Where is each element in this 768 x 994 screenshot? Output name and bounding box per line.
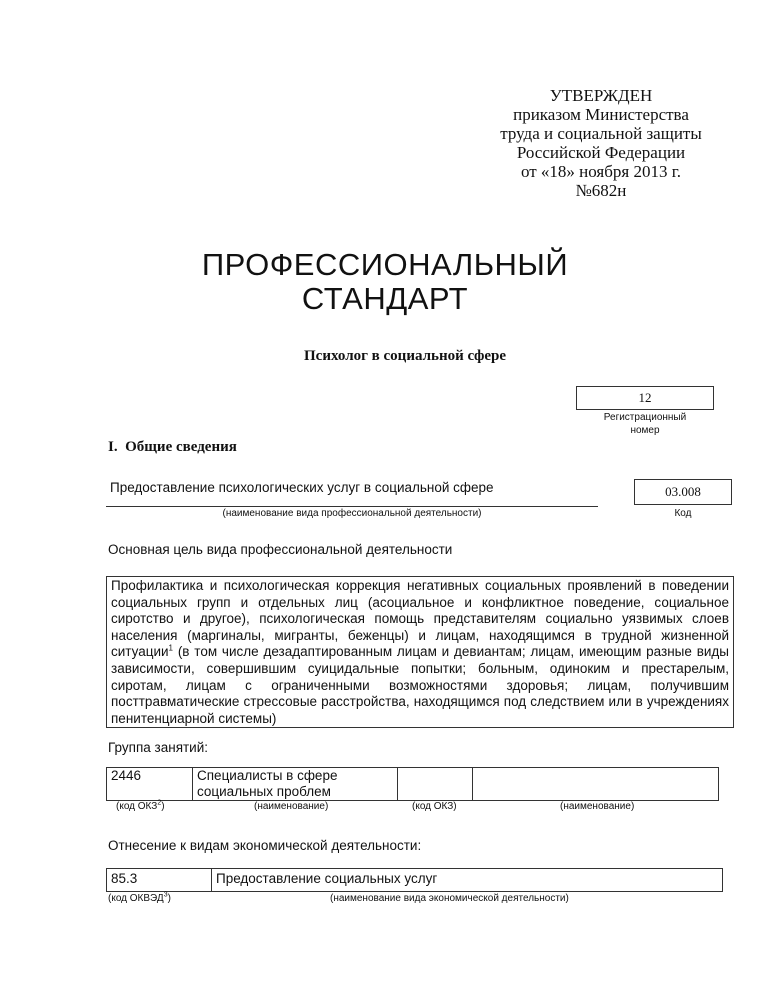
approval-line: Российской Федерации xyxy=(516,143,686,162)
caption-text: (код ОКВЭД xyxy=(108,893,164,904)
table-row xyxy=(107,768,719,801)
okved-code-cell: 85.3 xyxy=(107,869,212,892)
document-title xyxy=(130,248,640,316)
title-line-1: ПРОФЕССИОНАЛЬНЫЙ xyxy=(201,247,569,282)
okz-name-caption-2: (наименование) xyxy=(560,801,635,812)
okz-name-cell: Специалисты в сфере социальных проблем xyxy=(193,768,398,801)
okved-code-caption xyxy=(108,893,171,904)
caption-text: ) xyxy=(161,801,165,812)
caption-text: (код ОКЗ xyxy=(116,801,158,812)
okz-name-cell-2 xyxy=(473,768,719,801)
approval-block xyxy=(460,86,742,200)
okz-code-cell-2 xyxy=(398,768,473,801)
activity-code-caption: Код xyxy=(674,508,692,519)
okz-name-caption: (наименование) xyxy=(254,801,329,812)
section-number: I. xyxy=(108,439,118,455)
approval-line: приказом Министерства xyxy=(513,105,689,124)
economic-activity-label: Отнесение к видам экономической деятельности: xyxy=(108,838,422,853)
approval-line: от «18» ноября 2013 г. xyxy=(520,162,682,181)
title-line-2: СТАНДАРТ xyxy=(301,281,469,316)
approval-line: труда и социальной защиты xyxy=(500,124,702,143)
footnote-marker: 1 xyxy=(168,643,173,653)
approval-line: №682н xyxy=(575,181,627,200)
goal-label: Основная цель вида профессиональной деятельности xyxy=(108,542,453,557)
registration-number-label xyxy=(576,411,714,437)
registration-label-line: номер xyxy=(630,425,660,436)
table-row xyxy=(107,869,723,892)
okz-code-caption xyxy=(116,801,165,812)
section-title: Общие сведения xyxy=(125,439,237,455)
registration-number-box: 12 xyxy=(576,386,714,410)
goal-text-box xyxy=(106,576,734,728)
activity-code-box: 03.008 xyxy=(634,479,732,505)
goal-text-continued: (в том числе дезадаптированным лицам и девиантам; лицам, имеющим разные виды зависимости, совершившим суицидальные попытки; больным, одиноким и престарелым, сиротам, лицам с ограниченными возможностями здоровья; лицам, получившим посттравматические стрессовые расстройства, находящимся под следствием или в учреждениях пенитенциарной системы) xyxy=(111,644,729,726)
okz-code-cell: 2446 xyxy=(107,768,193,801)
profession-title: Психолог в социальной сфере xyxy=(304,348,506,364)
economic-activity-table xyxy=(106,868,723,892)
activity-name: Предоставление психологических услуг в социальной сфере xyxy=(110,480,494,495)
approval-line: УТВЕРЖДЕН xyxy=(549,86,653,105)
activity-underline xyxy=(106,506,598,507)
caption-text: ) xyxy=(167,893,171,904)
registration-label-line: Регистрационный xyxy=(603,412,687,423)
okz-code-caption-2: (код ОКЗ) xyxy=(412,801,457,812)
activity-name-caption: (наименование вида профессиональной деятельности) xyxy=(222,508,482,519)
footnote-marker: 2 xyxy=(157,799,162,807)
occupation-group-table xyxy=(106,767,719,801)
okved-name-caption: (наименование вида экономической деятельности) xyxy=(330,893,569,904)
footnote-marker: 3 xyxy=(163,891,168,899)
section-heading xyxy=(108,439,237,456)
goal-text: Профилактика и психологическая коррекция негативных социальных проявлений в поведении социальных групп и отдельных лиц (асоциальное и конфликтное поведение, социальное сиротство и другое), психологическая помощь представителям социально уязвимых слоев населения (маргиналы, мигранты, беженцы) и лицам, находящимся в трудной жизненной ситуации xyxy=(111,578,729,660)
occupation-group-label: Группа занятий: xyxy=(108,740,209,755)
okved-name-cell: Предоставление социальных услуг xyxy=(212,869,723,892)
